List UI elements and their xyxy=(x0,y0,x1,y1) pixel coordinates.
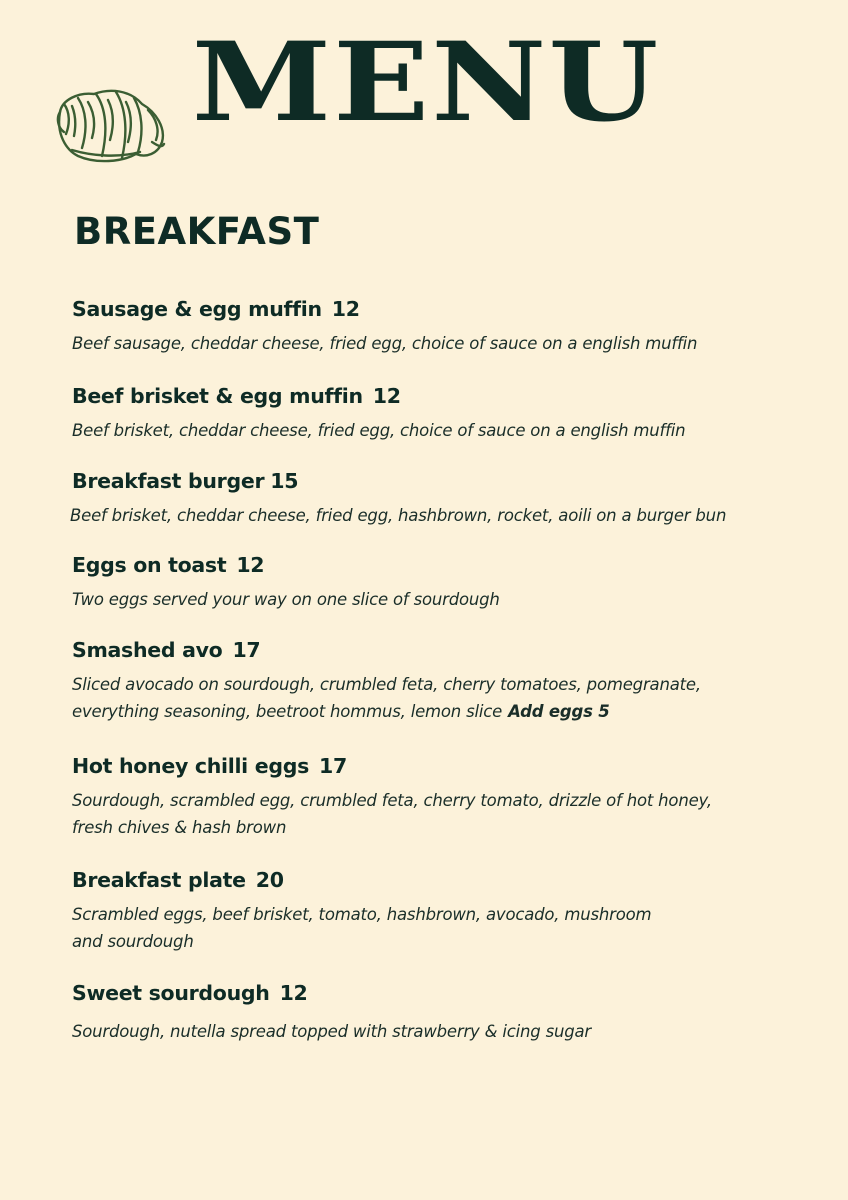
item-description xyxy=(72,787,812,841)
item-heading xyxy=(72,383,812,409)
menu-item xyxy=(72,637,812,725)
item-name: Breakfast plate xyxy=(72,868,246,892)
item-name: Breakfast burger xyxy=(72,469,265,493)
item-heading xyxy=(72,867,812,893)
item-price: 17 xyxy=(232,638,261,662)
item-description-text: everything seasoning, beetroot hommus, lemon slice xyxy=(72,702,503,721)
item-heading xyxy=(72,980,812,1006)
item-name: Hot honey chilli eggs xyxy=(72,754,309,778)
menu-item xyxy=(72,468,812,529)
item-description-line: Sourdough, nutella spread topped with strawberry & icing sugar xyxy=(72,1022,591,1041)
item-heading xyxy=(72,637,812,663)
item-description-line: Sourdough, scrambled egg, crumbled feta, cherry tomato, drizzle of hot honey, xyxy=(72,791,712,810)
item-description-line: fresh chives & hash brown xyxy=(72,818,287,837)
item-description xyxy=(72,586,812,613)
item-price: 20 xyxy=(255,868,284,892)
item-heading xyxy=(72,296,812,322)
item-extra-option: Add eggs 5 xyxy=(508,702,610,721)
item-description-line: Beef brisket, cheddar cheese, fried egg, hashbrown, rocket, aoili on a burger bun xyxy=(70,506,727,525)
item-price: 15 xyxy=(270,469,299,493)
item-price: 12 xyxy=(236,553,265,577)
item-name: Smashed avo xyxy=(72,638,223,662)
item-description-line: and sourdough xyxy=(72,932,194,951)
item-description-line: Scrambled eggs, beef brisket, tomato, hashbrown, avocado, mushroom xyxy=(72,905,652,924)
item-heading xyxy=(72,753,812,779)
item-price: 17 xyxy=(319,754,347,778)
item-name: Eggs on toast xyxy=(72,553,227,577)
section-title-breakfast: BREAKFAST xyxy=(74,210,320,253)
item-description-line: Two eggs served your way on one slice of sourdough xyxy=(72,590,500,609)
item-description-line xyxy=(72,698,812,725)
menu-item xyxy=(72,383,812,444)
item-price: 12 xyxy=(372,384,401,408)
item-heading xyxy=(72,468,812,494)
item-description xyxy=(72,901,812,955)
item-description-line: Beef sausage, cheddar cheese, fried egg, choice of sauce on a english muffin xyxy=(72,334,698,353)
item-name: Sweet sourdough xyxy=(72,981,270,1005)
item-description-line: Sliced avocado on sourdough, crumbled feta, cherry tomatoes, pomegranate, xyxy=(72,675,701,694)
item-name: Sausage & egg muffin xyxy=(72,297,322,321)
menu-item xyxy=(72,552,812,613)
menu-item xyxy=(72,296,812,357)
item-description xyxy=(70,502,812,529)
item-description xyxy=(72,330,812,357)
menu-title: MENU xyxy=(191,18,661,146)
menu-item xyxy=(72,867,812,955)
item-name: Beef brisket & egg muffin xyxy=(72,384,363,408)
item-price: 12 xyxy=(331,297,360,321)
item-price: 12 xyxy=(279,981,308,1005)
item-heading xyxy=(72,552,812,578)
item-description-line: Beef brisket, cheddar cheese, fried egg, choice of sauce on a english muffin xyxy=(72,421,686,440)
menu-item xyxy=(72,753,812,841)
item-description xyxy=(72,417,812,444)
item-description xyxy=(72,671,812,725)
item-description xyxy=(72,1018,812,1045)
menu-item xyxy=(72,980,812,1045)
